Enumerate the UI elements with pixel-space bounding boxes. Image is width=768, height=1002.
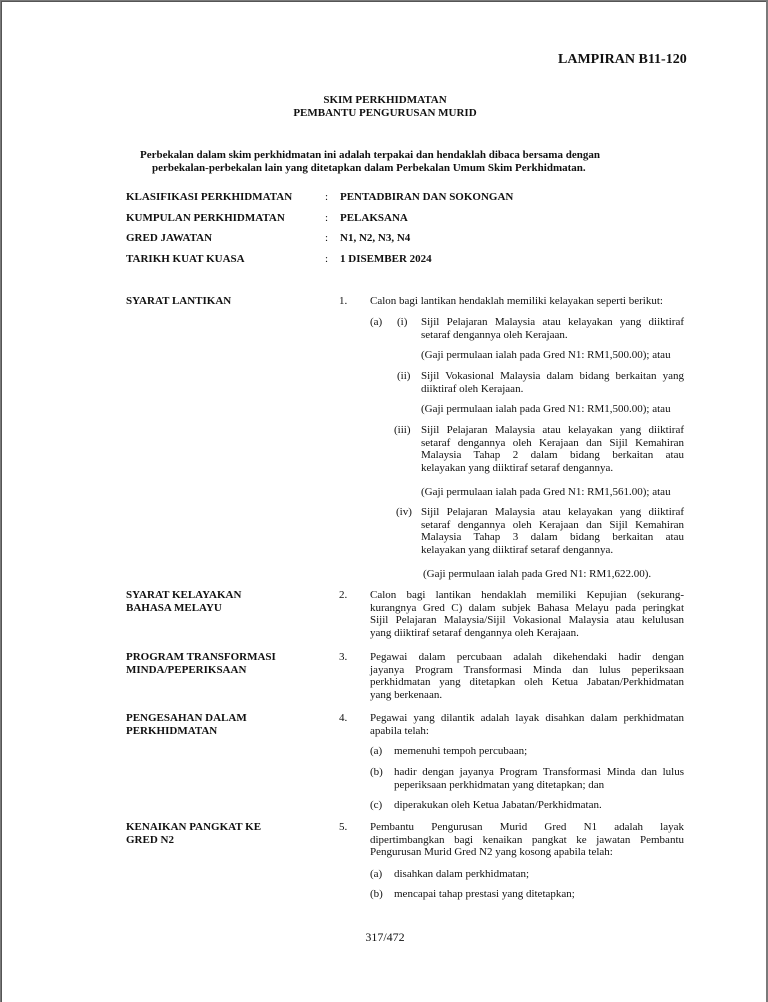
lampiran-label: LAMPIRAN B11-120 — [558, 52, 687, 67]
page-number: 317/472 — [365, 930, 405, 944]
item-b-text: hadir dengan jayanya Program Transformasi Minda dan lulus peperiksaan perkhidmatan yang ditetapkan; dan — [394, 766, 684, 791]
item-a-marker: (a) — [370, 745, 383, 757]
item-a-text: disahkan dalam perkhidmatan; — [394, 868, 530, 880]
info-value-kumpulan: PELAKSANA — [340, 212, 408, 224]
section-number: 4. — [339, 712, 348, 724]
item-ii-marker: (ii) — [397, 370, 411, 382]
item-iv-text: Sijil Pelajaran Malaysia atau kelayakan yang diiktiraf setaraf dengannya oleh Kerajaan dan Sijil Kemahiran Malaysia Tahap 3 dalam bidang berkaitan atau kelayakan yang diiktiraf setaraf dengannya. — [421, 506, 684, 557]
item-b-marker: (b) — [370, 766, 383, 778]
item-ii-gaji: (Gaji permulaan ialah pada Gred N1: RM1,500.00); atau — [421, 403, 671, 415]
section-number: 3. — [339, 651, 348, 663]
info-label-klasifikasi: KLASIFIKASI PERKHIDMATAN — [126, 191, 293, 203]
section-heading-perkhidmatan: PERKHIDMATAN — [126, 725, 218, 737]
item-iv-gaji: (Gaji permulaan ialah pada Gred N1: RM1,622.00). — [423, 568, 652, 580]
section-heading-gred-n2: GRED N2 — [126, 834, 174, 846]
info-label-kumpulan: KUMPULAN PERKHIDMATAN — [126, 212, 285, 224]
item-a-marker: (a) — [370, 316, 383, 328]
section-number: 2. — [339, 589, 348, 601]
info-value-tarikh: 1 DISEMBER 2024 — [340, 253, 432, 265]
item-i-marker: (i) — [397, 316, 408, 328]
title-line-2: PEMBANTU PENGURUSAN MURID — [293, 107, 477, 119]
info-colon: : — [325, 232, 329, 244]
section-text: Calon bagi lantikan hendaklah memiliki kelayakan seperti berikut: — [370, 295, 663, 307]
item-i-text: Sijil Pelajaran Malaysia atau kelayakan yang diiktiraf setaraf dengannya oleh Kerajaan. — [421, 316, 684, 341]
section-2-text: Calon bagi lantikan hendaklah memiliki Kepujian (sekurang- kurangnya Gred C) dalam subjek Bahasa Melayu pada peringkat Sijil Pelajaran Malaysia/Sijil Vokasional Malaysia atau kelulusan yang diiktiraf setaraf dengannya oleh Kerajaan. — [370, 589, 684, 640]
item-a-text: memenuhi tempoh percubaan; — [394, 745, 528, 757]
info-colon: : — [325, 191, 329, 203]
info-colon: : — [325, 253, 329, 265]
section-heading-syarat-lantikan: SYARAT LANTIKAN — [126, 295, 232, 307]
item-i-gaji: (Gaji permulaan ialah pada Gred N1: RM1,500.00); atau — [421, 349, 671, 361]
info-label-gred: GRED JAWATAN — [126, 232, 213, 244]
section-heading-bahasa-melayu: BAHASA MELAYU — [126, 602, 222, 614]
section-heading-kenaikan: KENAIKAN PANGKAT KE — [126, 821, 262, 833]
item-b-marker: (b) — [370, 888, 383, 900]
item-iii-marker: (iii) — [394, 424, 411, 436]
section-number: 5. — [339, 821, 348, 833]
intro-line-1: Perbekalan dalam skim perkhidmatan ini adalah terpakai dan hendaklah dibaca bersama dengan — [140, 149, 600, 161]
section-heading-program: PROGRAM TRANSFORMASI — [126, 651, 276, 663]
info-label-tarikh: TARIKH KUAT KUASA — [126, 253, 245, 265]
section-number: 1. — [339, 295, 348, 307]
title-line-1: SKIM PERKHIDMATAN — [323, 94, 447, 106]
info-value-gred: N1, N2, N3, N4 — [340, 232, 411, 244]
section-4-text: Pegawai yang dilantik adalah layak disahkan dalam perkhidmatan apabila telah: — [370, 712, 684, 737]
item-ii-text: Sijil Vokasional Malaysia dalam bidang berkaitan yang diiktiraf oleh Kerajaan. — [421, 370, 684, 395]
item-b-text: mencapai tahap prestasi yang ditetapkan; — [394, 888, 575, 900]
section-heading-syarat-kelayakan: SYARAT KELAYAKAN — [126, 589, 242, 601]
intro-line-2: perbekalan-perbekalan lain yang ditetapkan dalam Perbekalan Umum Skim Perkhidmatan. — [152, 162, 586, 174]
section-heading-minda: MINDA/PEPERIKSAAN — [126, 664, 247, 676]
item-c-text: diperakukan oleh Ketua Jabatan/Perkhidmatan. — [394, 799, 602, 811]
item-iii-gaji: (Gaji permulaan ialah pada Gred N1: RM1,561.00); atau — [421, 486, 671, 498]
section-5-text: Pembantu Pengurusan Murid Gred N1 adalah layak dipertimbangkan bagi kenaikan pangkat ke jawatan Pembantu Pengurusan Murid Gred N2 yang kosong apabila telah: — [370, 821, 684, 859]
item-c-marker: (c) — [370, 799, 383, 811]
info-colon: : — [325, 212, 329, 224]
section-3-text: Pegawai dalam percubaan adalah dikehendaki hadir dengan jayanya Program Transformasi Minda dan lulus peperiksaan perkhidmatan yang ditetapkan oleh Ketua Jabatan/Perkhidmatan yang berkenaan. — [370, 651, 684, 702]
item-iii-text: Sijil Pelajaran Malaysia atau kelayakan yang diiktiraf setaraf dengannya oleh Kerajaan dan Sijil Kemahiran Malaysia Tahap 2 dalam bidang berkaitan atau kelayakan yang diiktiraf setaraf dengannya. — [421, 424, 684, 475]
document-page — [1, 1, 766, 1002]
item-a-marker: (a) — [370, 868, 383, 880]
item-iv-marker: (iv) — [396, 506, 412, 518]
section-heading-pengesahan: PENGESAHAN DALAM — [126, 712, 247, 724]
info-value-klasifikasi: PENTADBIRAN DAN SOKONGAN — [340, 191, 514, 203]
